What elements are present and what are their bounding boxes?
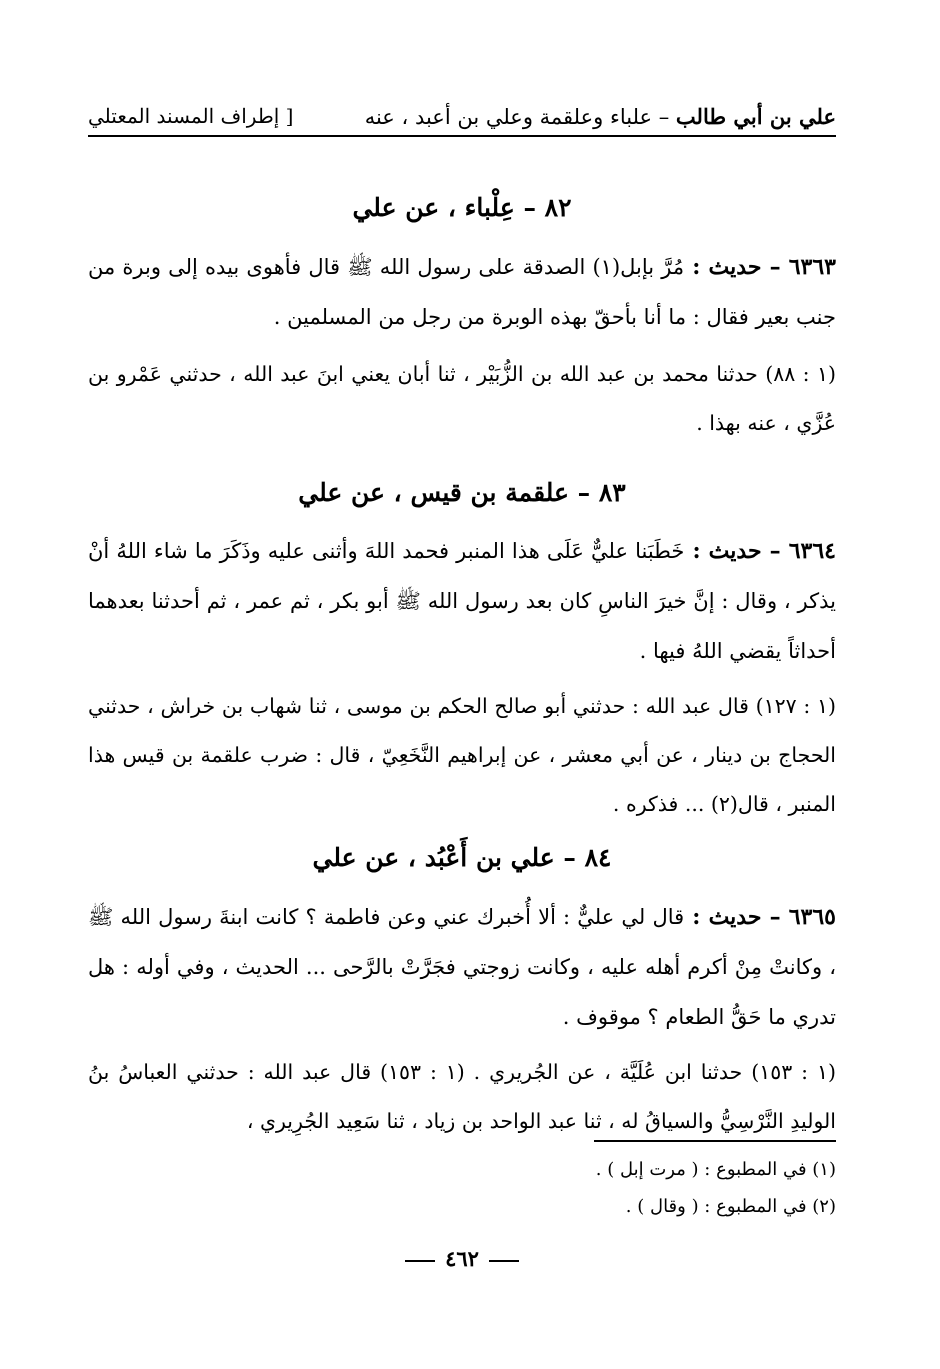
source-6365: (١ : ١٥٣) حدثنا ابن عُلَيَّة ، عن الجُريري . (١ : ١٥٣) قال عبد الله : حدثني العباسُ بنُ الوليدِ النَّرْسِيُّ والسياقُ له ، ثنا عبد الواحد بن زياد ، ثنا سَعِيد الجُرِيري ، (88, 1060, 836, 1133)
section-heading-84: ٨٤ – علي بن أَعْبُد ، عن علي (312, 843, 612, 872)
running-title-author: علي بن أبي طالب (675, 103, 836, 129)
hadith-label: – حديث : (684, 254, 789, 280)
hadith-6363 (88, 242, 836, 342)
footnote-1: (١) في المطبوع : ( مرت إبل ) . (595, 1159, 836, 1180)
header-rule (88, 135, 836, 137)
page-number-value: ٤٦٢ (445, 1246, 479, 1271)
hadith-text: خَطَبَنا عليٌّ عَلَى هذا المنبر فحمد اللهَ وأثنى عليه وذَكَرَ ما شاء اللهُ أنْ يذكر ، وقال : إنَّ خيرَ الناسِ كان بعد رسول الله ﷺ أبو بكر ، ثم عمر ، ثم أحدثنا بعدهما أحداثاً يقضي اللهُ فيها . (88, 539, 836, 663)
hadith-text: قال لي عليٌّ : ألا أُخبرك عني وعن فاطمة ؟ كانت ابنةَ رسول الله ﷺ ، وكانتْ مِنْ أكرم أهله عليه ، وكانت زوجتي فجَرَّتْ بالرَّحى ... الحديث ، وفي أوله : هل تدري ما حَقُّ الطعام ؟ موقوف . (88, 905, 836, 1029)
running-header (88, 100, 836, 132)
section-heading-83: ٨٣ – علقمة بن قيس ، عن علي (298, 478, 626, 507)
section-heading-82: ٨٢ – عِلْباء ، عن علي (352, 193, 572, 222)
hadith-number: ٦٣٦٤ (788, 538, 836, 564)
page-number-dash (405, 1260, 435, 1262)
hadith-number: ٦٣٦٥ (788, 904, 836, 930)
running-title (365, 104, 836, 129)
hadith-6364 (88, 526, 836, 676)
footnote-rule (594, 1140, 836, 1142)
hadith-label: – حديث : (684, 538, 789, 564)
source-6363: (١ : ٨٨) حدثنا محمد بن عبد الله بن الزُّبَيْر ، ثنا أبان يعني ابنَ عبد الله ، حدثني عَمْرو بن عُزَّي ، عنه بهذا . (88, 362, 836, 435)
running-title-chapter: – علباء وعلقمة وعلي بن أعبد ، عنه (364, 104, 676, 129)
source-6364: (١ : ١٢٧) قال عبد الله : حدثني أبو صالح الحكم بن موسى ، ثنا شهاب بن خراش ، حدثني الحجاج بن دينار ، عن أبي معشر ، عن إبراهيم النَّخَعِيّ ، قال : ضرب علقمة بن قيس هذا المنبر ، قال(٢) ... فذكره . (88, 694, 836, 816)
hadith-number: ٦٣٦٣ (788, 254, 836, 280)
page-number-dash (489, 1260, 519, 1262)
page-number (88, 1246, 836, 1271)
hadith-6365 (88, 892, 836, 1042)
hadith-label: – حديث : (684, 904, 789, 930)
hadith-text: مُرَّ بإبل(١) الصدقة على رسول الله ﷺ قال فأهوى بيده إلى وبرة من جنب بعير فقال : ما أنا بأحقّ بهذه الوبرة من رجل من المسلمين . (88, 255, 836, 329)
footnote-2: (٢) في المطبوع : ( وقال ) . (625, 1196, 836, 1217)
book-title: [ إطراف المسند المعتلي (88, 104, 294, 128)
